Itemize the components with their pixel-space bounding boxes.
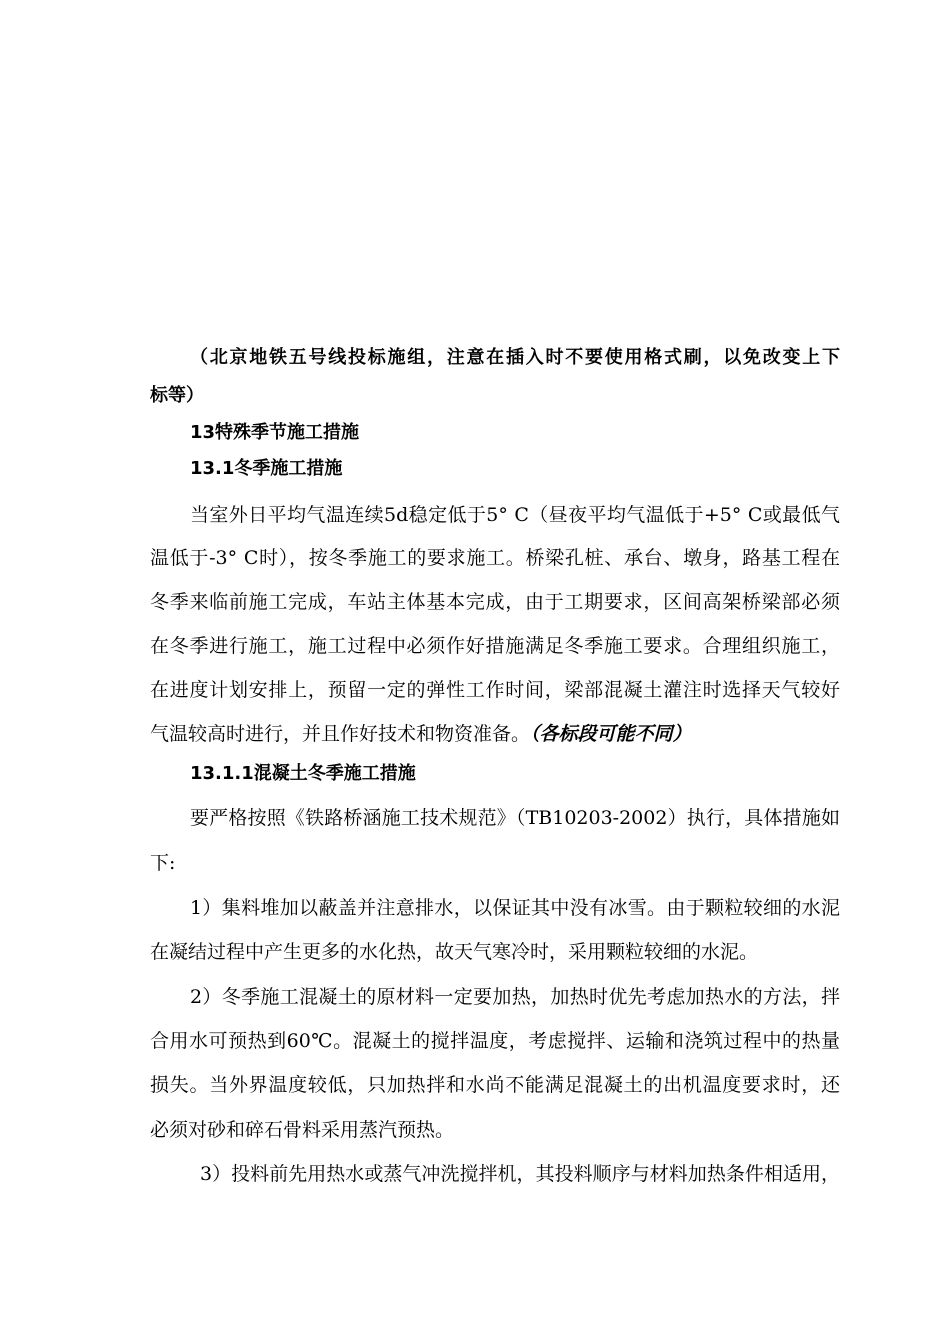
item2-line-4: 必须对砂和碎石骨料采用蒸汽预热。 — [150, 1119, 455, 1141]
note-line-2: 标等） — [150, 385, 204, 406]
note-line-1: （北京地铁五号线投标施组，注意在插入时不要使用格式刷，以免改变上下 — [190, 347, 840, 368]
item2-line-3: 损失。当外界温度较低，只加热拌和水尚不能满足混凝土的出机温度要求时，还 — [150, 1074, 840, 1096]
para1-line-3: 冬季来临前施工完成，车站主体基本完成，由于工期要求，区间高架桥梁部必须 — [150, 591, 840, 613]
para1-line-1: 当室外日平均气温连续5d稳定低于5° C（昼夜平均气温低于+5° C或最低气 — [190, 504, 840, 526]
heading-13-1: 13.1冬季施工措施 — [190, 458, 343, 479]
item2-line-1: 2）冬季施工混凝土的原材料一定要加热，加热时优先考虑加热水的方法，拌 — [190, 986, 840, 1008]
item2-line-2: 合用水可预热到60℃。混凝土的搅拌温度，考虑搅拌、运输和浇筑过程中的热量 — [150, 1030, 840, 1052]
item3-line-1: 3）投料前先用热水或蒸气冲洗搅拌机，其投料顺序与材料加热条件相适用， — [200, 1163, 840, 1185]
para2-line-1: 要严格按照《铁路桥涵施工技术规范》（TB10203-2002）执行，具体措施如 — [190, 807, 840, 829]
heading-13: 13特殊季节施工措施 — [190, 422, 360, 443]
item1-line-1: 1）集料堆加以蔽盖并注意排水，以保证其中没有冰雪。由于颗粒较细的水泥 — [190, 897, 840, 919]
para2-line-2: 下: — [150, 852, 176, 874]
para1-line-6 — [150, 722, 840, 746]
para1-line-2: 温低于-3° C时），按冬季施工的要求施工。桥梁孔桩、承台、墩身，路基工程在 — [150, 547, 840, 569]
para1-line-6-text: 气温较高时进行，并且作好技术和物资准备。 — [150, 723, 531, 745]
para1-line-5: 在进度计划安排上，预留一定的弹性工作时间，梁部混凝土灌注时选择天气较好 — [150, 679, 840, 701]
item1-line-2: 在凝结过程中产生更多的水化热，故天气寒冷时，采用颗粒较细的水泥。 — [150, 941, 759, 963]
heading-13-1-1: 13.1.1混凝土冬季施工措施 — [190, 763, 416, 784]
para1-line-4: 在冬季进行施工，施工过程中必须作好措施满足冬季施工要求。合理组织施工， — [150, 635, 840, 657]
para1-italic-note: （各标段可能不同） — [530, 723, 692, 745]
